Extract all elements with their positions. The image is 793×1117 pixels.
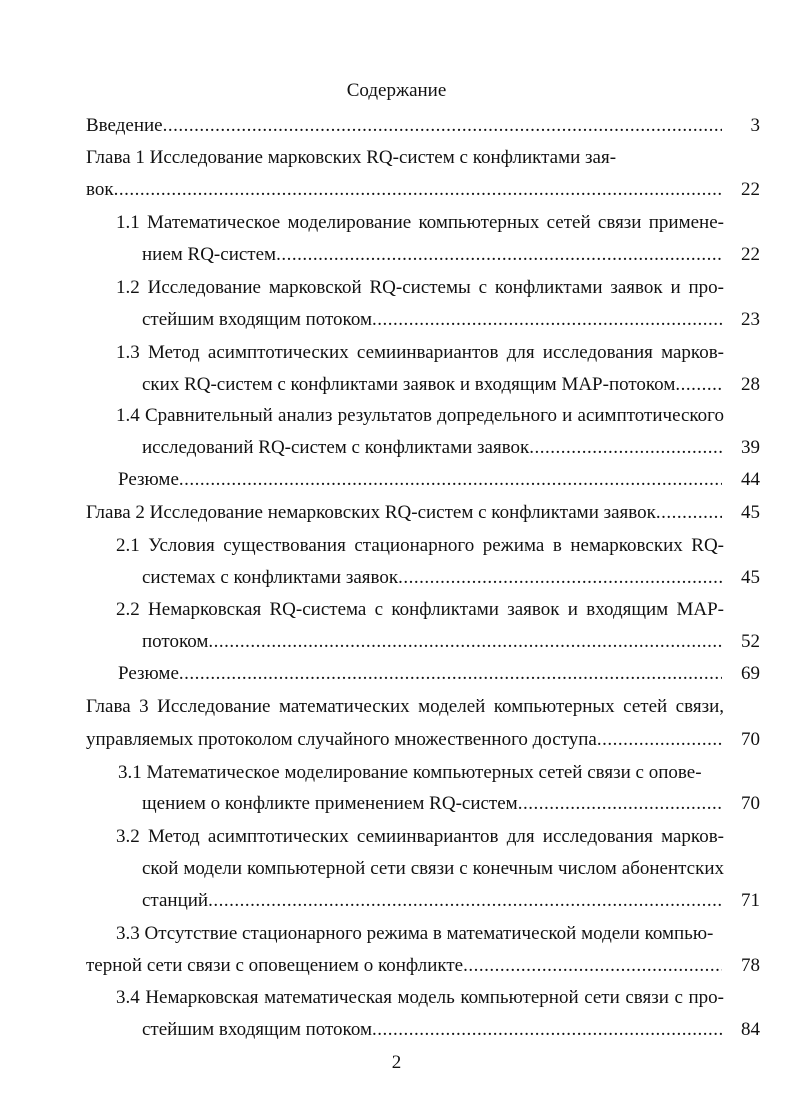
toc-page-number: 28: [741, 374, 760, 395]
toc-entry-3-3-cont[interactable]: [86, 953, 722, 979]
toc-entry-1-4-cont[interactable]: [142, 435, 722, 461]
toc-page-number: 71: [741, 890, 760, 911]
toc-entry-1-2[interactable]: [116, 275, 724, 301]
toc-entry-text: 1.1 Математическое моделирование компьютерных сетей связи примене-: [116, 212, 724, 233]
toc-page-number: 22: [741, 179, 760, 200]
toc-entry-text: Резюме: [118, 469, 179, 490]
toc-entry-3-4-cont[interactable]: [142, 1017, 722, 1043]
toc-entry-1-1-cont[interactable]: [142, 242, 722, 268]
toc-entry-chapter-1-cont[interactable]: [86, 177, 722, 203]
toc-page-number: 45: [741, 567, 760, 588]
toc-entry-text: 1.2 Исследование марковской RQ-системы с конфликтами заявок и про-: [116, 277, 724, 298]
leader-dots: [208, 629, 722, 655]
leader-dots: [518, 791, 722, 817]
leader-dots: [163, 113, 722, 139]
leader-dots: [114, 177, 722, 203]
toc-entry-3-3[interactable]: [116, 921, 714, 947]
toc-entry-text: исследований RQ-систем с конфликтами заявок: [142, 437, 530, 458]
toc-entry-text: вок: [86, 179, 114, 200]
toc-entry-2-1-cont[interactable]: [142, 565, 722, 591]
toc-entry-text: стейшим входящим потоком: [142, 1019, 372, 1040]
leader-dots: [597, 727, 722, 753]
toc-page-number: 70: [741, 729, 760, 750]
toc-entry-text: щением о конфликте применением RQ-систем: [142, 793, 518, 814]
toc-entry-text: Глава 2 Исследование немарковских RQ-систем с конфликтами заявок: [86, 502, 656, 523]
leader-dots: [656, 500, 722, 526]
toc-entry-summary-2[interactable]: [118, 661, 722, 687]
toc-page-number: 44: [741, 469, 760, 490]
toc-entry-text: станций: [142, 890, 209, 911]
toc-title: Содержание: [346, 80, 447, 101]
toc-page-number: 23: [741, 309, 760, 330]
leader-dots: [372, 307, 722, 333]
toc-entry-text: 3.3 Отсутствие стационарного режима в математической модели компью-: [116, 923, 714, 944]
toc-entry-text: системах с конфликтами заявок: [142, 567, 399, 588]
toc-entry-1-3-cont[interactable]: [142, 372, 722, 398]
toc-entry-2-2[interactable]: [116, 597, 724, 623]
toc-page-number: 3: [750, 115, 760, 136]
toc-entry-text: терной сети связи с оповещением о конфликте: [86, 955, 464, 976]
toc-page-number: 52: [741, 631, 760, 652]
toc-entry-1-3[interactable]: [116, 340, 724, 366]
toc-page-number: 22: [741, 244, 760, 265]
toc-entry-summary-1[interactable]: [118, 467, 722, 493]
toc-entry-3-2-cont[interactable]: [142, 856, 724, 882]
toc-page-number: 78: [741, 955, 760, 976]
toc-entry-text: потоком: [142, 631, 209, 652]
page-number-footer: 2: [391, 1052, 402, 1073]
toc-entry-2-1[interactable]: [116, 533, 724, 559]
toc-entry-3-2-cont2[interactable]: [142, 888, 722, 914]
toc-entry-text: нием RQ-систем: [142, 244, 277, 265]
toc-entry-chapter-2[interactable]: [86, 500, 722, 526]
toc-entry-text: 2.2 Немарковская RQ-система с конфликтами заявок и входящим MAP-: [116, 599, 724, 620]
toc-entry-chapter-3-cont[interactable]: [86, 727, 722, 753]
toc-entry-2-2-cont[interactable]: [142, 629, 722, 655]
toc-entry-text: ских RQ-систем с конфликтами заявок и входящим MAP-потоком: [142, 374, 676, 395]
leader-dots: [398, 565, 722, 591]
toc-page-number: 39: [741, 437, 760, 458]
toc-entry-text: 1.3 Метод асимптотических семиинвариантов для исследования марков-: [116, 342, 724, 363]
leader-dots: [372, 1017, 722, 1043]
toc-entry-text: 3.4 Немарковская математическая модель компьютерной сети связи с про-: [116, 987, 724, 1008]
leader-dots: [208, 888, 722, 914]
leader-dots: [179, 661, 722, 687]
toc-entry-text: 1.4 Сравнительный анализ результатов допредельного и асимптотического: [116, 405, 724, 426]
toc-entry-chapter-1[interactable]: [86, 145, 646, 171]
toc-entry-3-1[interactable]: [118, 760, 724, 786]
toc-entry-1-1[interactable]: [116, 210, 724, 236]
toc-entry-introduction[interactable]: [86, 113, 722, 139]
toc-entry-text: Резюме: [118, 663, 179, 684]
toc-entry-text: ской модели компьютерной сети связи с конечным числом абонентских: [142, 858, 724, 879]
leader-dots: [276, 242, 722, 268]
toc-page-number: 84: [741, 1019, 760, 1040]
toc-page-number: 45: [741, 502, 760, 523]
toc-entry-text: 3.2 Метод асимптотических семиинвариантов для исследования марков-: [116, 826, 724, 847]
toc-entry-3-2[interactable]: [116, 824, 724, 850]
toc-entry-text: 3.1 Математическое моделирование компьютерных сетей связи с опове-: [118, 762, 702, 783]
toc-entry-text: стейшим входящим потоком: [142, 309, 372, 330]
leader-dots: [675, 372, 722, 398]
toc-entry-text: Введение: [86, 115, 163, 136]
toc-entry-text: Глава 3 Исследование математических моделей компьютерных сетей связи,: [86, 696, 724, 717]
toc-entry-1-4[interactable]: [116, 403, 724, 429]
toc-page-number: 70: [741, 793, 760, 814]
toc-entry-text: Глава 1 Исследование марковских RQ-систем с конфликтами зая-: [86, 147, 617, 168]
toc-entry-3-1-cont[interactable]: [142, 791, 722, 817]
leader-dots: [529, 435, 722, 461]
toc-entry-1-2-cont[interactable]: [142, 307, 722, 333]
toc-entry-text: 2.1 Условия существования стационарного режима в немарковских RQ-: [116, 535, 724, 556]
toc-page-number: 69: [741, 663, 760, 684]
leader-dots: [179, 467, 722, 493]
leader-dots: [463, 953, 722, 979]
toc-entry-chapter-3[interactable]: [86, 694, 724, 720]
toc-entry-text: управляемых протоколом случайного множественного доступа: [86, 729, 597, 750]
toc-entry-3-4[interactable]: [116, 985, 724, 1011]
